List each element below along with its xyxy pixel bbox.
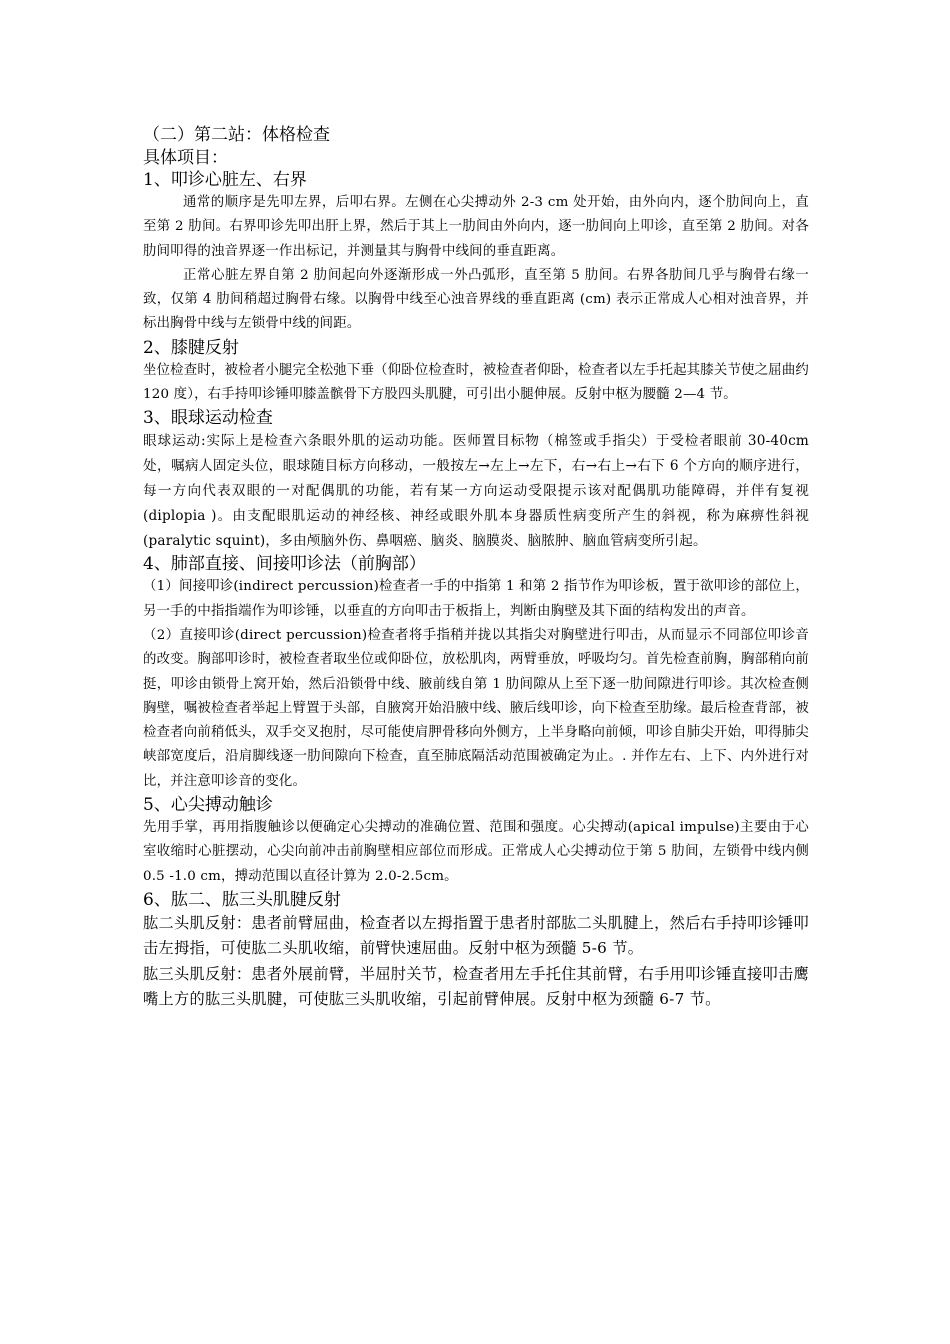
section-heading-2: 2、膝腱反射 — [143, 337, 239, 358]
section-heading-3: 3、眼球运动检查 — [143, 408, 273, 429]
section-3-paragraph-1: 眼球运动:实际上是检查六条眼外肌的运动功能。医师置目标物（棉签或手指尖）于受检者眼前 30-40cm 处，嘱病人固定头位，眼球随目标方向移动，一般按左→左上→左下，右→右上→右下 6 个方向的顺序进行，每一方向代表双眼的一对配偶肌的功能，若有某一方向运动受限提示该对配偶肌功能障碍，并伴有复视(diplopia )。由支配眼肌运动的神经核、神经或眼外肌本身器质性病变所产生的斜视，称为麻痹性斜视(paralytic squint)，多由颅脑外伤、鼻咽癌、脑炎、脑膜炎、脑脓肿、脑血管病变所引起。 — [143, 433, 809, 549]
section-1-paragraph-1: 通常的顺序是先叩左界，后叩右界。左侧在心尖搏动外 2-3 cm 处开始，由外向内，逐个肋间向上，直至第 2 肋间。右界叩诊先叩出肝上界，然后于其上一肋间由外向内，逐一肋间向上叩诊，直至第 2 肋间。对各肋间叩得的浊音界逐一作出标记，并测量其与胸骨中线间的垂直距离。 — [143, 195, 809, 259]
items-label: 具体项目： — [143, 148, 228, 168]
document-page — [143, 124, 809, 1013]
section-4-paragraph-1: （1）间接叩诊(indirect percussion)检查者一手的中指第 1 和第 2 指节作为叩诊板，置于欲叩诊的部位上，另一手的中指指端作为叩诊锤，以垂直的方向叩击于板指上，判断由胸壁及其下面的结构发出的声音。 — [143, 579, 809, 619]
section-5-paragraph-1: 先用手掌，再用指腹触诊以便确定心尖搏动的准确位置、范围和强度。心尖搏动(apical impulse)主要由于心室收缩时心脏摆动，心尖向前冲击前胸壁相应部位而形成。正常成人心尖搏动位于第 5 肋间，左锁骨中线内侧 0.5 -1.0 cm，搏动范围以直径计算为 2.0-2.5cm。 — [143, 820, 809, 884]
section-6-paragraph-1: 肱二头肌反射：患者前臂屈曲，检查者以左拇指置于患者肘部肱二头肌腱上，然后右手持叩诊锤叩击左拇指，可使肱二头肌收缩，前臂快速屈曲。反射中枢为颈髓 5-6 节。 — [143, 913, 809, 958]
section-2-paragraph-1: 坐位检查时，被检者小腿完全松弛下垂（仰卧位检查时，被检查者仰卧，检查者以左手托起其膝关节使之屈曲约 120 度），右手持叩诊锤叩膝盖髌骨下方股四头肌腱，可引出小腿伸展。反射中枢为腰髓 2—4 节。 — [143, 362, 809, 403]
section-heading-1: 1、叩诊心脏左、右界 — [143, 170, 307, 190]
section-1-paragraph-2: 正常心脏左界自第 2 肋间起向外逐渐形成一外凸弧形，直至第 5 肋间。右界各肋间几乎与胸骨右缘一致，仅第 4 肋间稍超过胸骨右缘。以胸骨中线至心浊音界线的垂直距离 (cm) 表示正常成人心相对浊音界，并标出胸骨中线与左锁骨中线的间距。 — [143, 267, 809, 332]
section-heading-6: 6、肱二、肱三头肌腱反射 — [143, 889, 341, 910]
section-6-paragraph-2: 肱三头肌反射：患者外展前臂，半屈肘关节，检查者用左手托住其前臂，右手用叩诊锤直接叩击鹰嘴上方的肱三头肌腱，可使肱三头肌收缩，引起前臂伸展。反射中枢为颈髓 6-7 节。 — [143, 964, 809, 1009]
section-heading-4: 4、肺部直接、间接叩诊法（前胸部） — [143, 554, 426, 575]
station-title: （二）第二站：体格检查 — [143, 125, 330, 145]
section-heading-5: 5、心尖搏动触诊 — [143, 795, 273, 816]
section-4-paragraph-2: （2）直接叩诊(direct percussion)检查者将手指稍并拢以其指尖对胸壁进行叩击，从而显示不同部位叩诊音的改变。胸部叩诊时，被检查者取坐位或仰卧位，放松肌肉，两臂垂放，呼吸均匀。首先检查前胸，胸部稍向前挺，叩诊由锁骨上窝开始，然后沿锁骨中线、腋前线自第 1 肋间隙从上至下逐一肋间隙进行叩诊。其次检查侧胸壁，嘱被检查者举起上臂置于头部，自腋窝开始沿腋中线、腋后线叩诊，向下检查至肋缘。最后检查背部，被检查者向前稍低头，双手交叉抱肘，尽可能使肩胛骨移向外侧方，上半身略向前倾，叩诊自肺尖开始，叩得肺尖峡部宽度后，沿肩脚线逐一肋间隙向下检查，直至肺底隔活动范围被确定为止。. 并作左右、上下、内外进行对比，并注意叩诊音的变化。 — [143, 627, 809, 789]
